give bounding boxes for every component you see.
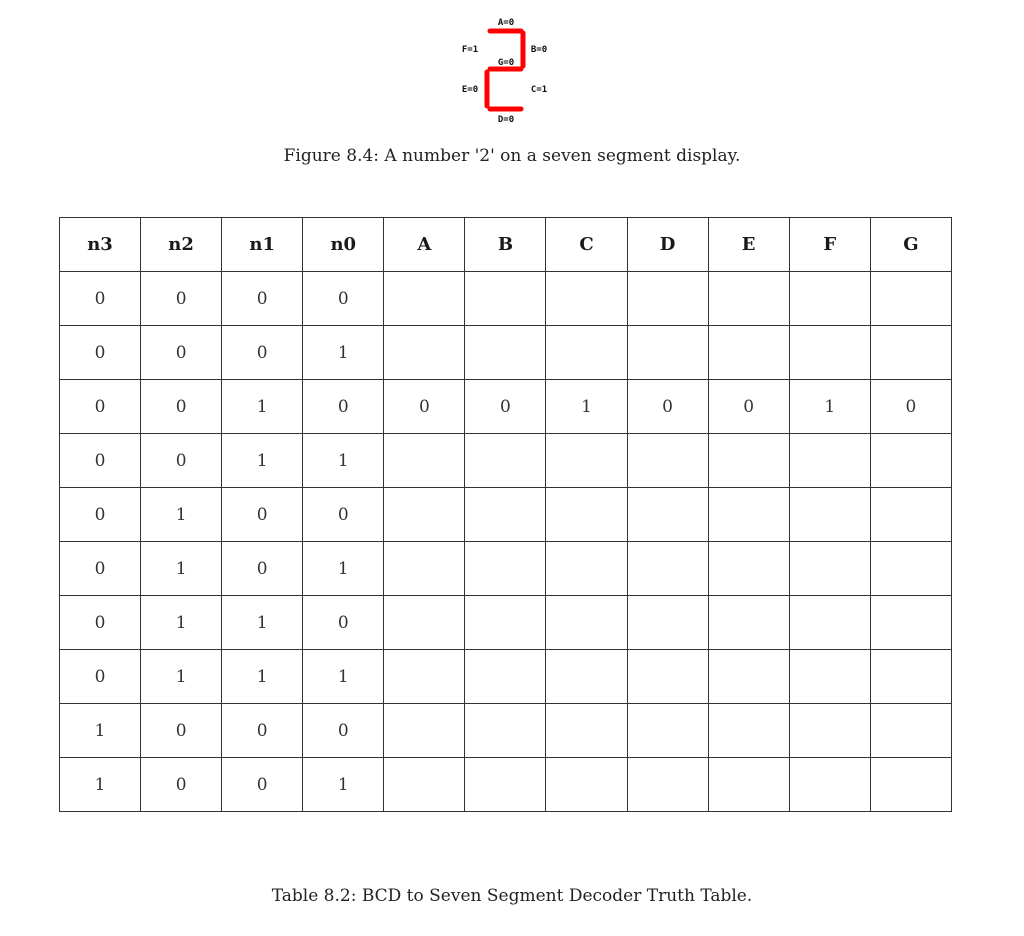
table-row xyxy=(60,596,952,650)
table-cell: 0 xyxy=(60,596,141,650)
column-header-n0: n0 xyxy=(303,218,384,272)
table-cell: 1 xyxy=(303,542,384,596)
table-cell xyxy=(789,596,870,650)
table-cell xyxy=(870,326,951,380)
table-cell xyxy=(627,650,708,704)
segment-f-label: F=1 xyxy=(461,45,479,55)
table-caption: Table 8.2: BCD to Seven Segment Decoder Truth Table. xyxy=(271,886,753,906)
table-cell xyxy=(384,758,465,812)
table-cell xyxy=(708,326,789,380)
table-cell: 0 xyxy=(60,434,141,488)
table-row xyxy=(60,380,952,434)
table-cell: 0 xyxy=(60,272,141,326)
table-cell xyxy=(627,596,708,650)
table-cell xyxy=(546,596,627,650)
table-cell xyxy=(465,434,546,488)
table-cell xyxy=(465,758,546,812)
table-cell: 1 xyxy=(60,758,141,812)
table-cell xyxy=(546,434,627,488)
table-header-row xyxy=(60,218,952,272)
table-row xyxy=(60,272,952,326)
table-body xyxy=(60,272,952,812)
table-cell: 1 xyxy=(303,434,384,488)
table-cell xyxy=(789,488,870,542)
table-cell: 1 xyxy=(546,380,627,434)
table-cell: 1 xyxy=(303,650,384,704)
table-row xyxy=(60,704,952,758)
table-cell xyxy=(870,596,951,650)
table-cell: 0 xyxy=(60,650,141,704)
table-cell: 0 xyxy=(384,380,465,434)
table-cell xyxy=(627,542,708,596)
table-cell xyxy=(870,650,951,704)
segment-g-label: G=0 xyxy=(497,58,515,68)
table-cell: 1 xyxy=(222,434,303,488)
table-cell xyxy=(465,272,546,326)
table-cell xyxy=(708,542,789,596)
table-cell: 0 xyxy=(141,326,222,380)
table-cell xyxy=(789,272,870,326)
table-cell xyxy=(546,272,627,326)
table-cell: 0 xyxy=(141,758,222,812)
table-cell xyxy=(708,704,789,758)
table-cell xyxy=(465,650,546,704)
table-row xyxy=(60,650,952,704)
table-cell xyxy=(870,434,951,488)
table-cell xyxy=(789,434,870,488)
table-cell: 1 xyxy=(141,488,222,542)
column-header-n2: n2 xyxy=(141,218,222,272)
table-cell: 0 xyxy=(222,326,303,380)
table-cell: 0 xyxy=(303,272,384,326)
table-cell: 0 xyxy=(303,380,384,434)
table-cell xyxy=(789,326,870,380)
table-cell xyxy=(627,704,708,758)
table-cell xyxy=(384,488,465,542)
table-cell: 1 xyxy=(141,596,222,650)
table-cell: 0 xyxy=(708,380,789,434)
table-cell: 0 xyxy=(627,380,708,434)
table-cell: 1 xyxy=(222,596,303,650)
truth-table xyxy=(59,217,952,812)
table-cell xyxy=(708,758,789,812)
column-header-n1: n1 xyxy=(222,218,303,272)
table-cell: 0 xyxy=(303,596,384,650)
table-cell: 0 xyxy=(141,704,222,758)
table-cell: 0 xyxy=(303,488,384,542)
table-cell xyxy=(465,542,546,596)
segment-c-label: C=1 xyxy=(530,85,548,95)
table-cell: 0 xyxy=(141,434,222,488)
table-cell: 0 xyxy=(222,272,303,326)
seven-segment-display xyxy=(0,0,1024,140)
column-header-b: B xyxy=(465,218,546,272)
table-row xyxy=(60,326,952,380)
table-cell xyxy=(384,434,465,488)
table-row xyxy=(60,758,952,812)
table-cell: 1 xyxy=(141,542,222,596)
column-header-e: E xyxy=(708,218,789,272)
segment-e-label: E=0 xyxy=(461,85,479,95)
table-cell xyxy=(546,488,627,542)
table-cell xyxy=(384,704,465,758)
segment-d-label: D=0 xyxy=(497,115,515,125)
table-cell: 0 xyxy=(60,542,141,596)
table-cell: 1 xyxy=(222,380,303,434)
table-cell xyxy=(627,272,708,326)
table-cell: 0 xyxy=(141,380,222,434)
table-cell: 0 xyxy=(870,380,951,434)
table-cell: 0 xyxy=(222,488,303,542)
table-cell: 0 xyxy=(141,272,222,326)
table-cell: 0 xyxy=(222,704,303,758)
table-cell xyxy=(708,434,789,488)
column-header-d: D xyxy=(627,218,708,272)
segment-b-label: B=0 xyxy=(530,45,548,55)
table-cell: 0 xyxy=(222,758,303,812)
table-cell xyxy=(465,326,546,380)
table-cell xyxy=(384,326,465,380)
table-cell xyxy=(465,596,546,650)
table-cell: 1 xyxy=(222,650,303,704)
table-cell xyxy=(708,596,789,650)
table-cell xyxy=(789,758,870,812)
table-cell xyxy=(870,488,951,542)
table-cell xyxy=(384,272,465,326)
table-cell xyxy=(870,758,951,812)
table-cell xyxy=(708,272,789,326)
table-cell xyxy=(384,542,465,596)
table-cell xyxy=(384,650,465,704)
table-cell xyxy=(789,704,870,758)
table-cell xyxy=(546,704,627,758)
table-cell xyxy=(870,272,951,326)
seven-segment-figure xyxy=(0,0,1024,140)
table-cell: 0 xyxy=(465,380,546,434)
table-cell xyxy=(546,758,627,812)
table-row xyxy=(60,434,952,488)
figure-caption: Figure 8.4: A number '2' on a seven segment display. xyxy=(283,146,741,166)
table-cell: 0 xyxy=(222,542,303,596)
table-cell xyxy=(870,542,951,596)
table-cell xyxy=(384,596,465,650)
table-cell: 0 xyxy=(60,380,141,434)
table-cell: 1 xyxy=(303,758,384,812)
table-cell: 1 xyxy=(141,650,222,704)
table-row xyxy=(60,542,952,596)
table-cell xyxy=(708,488,789,542)
table-cell xyxy=(546,542,627,596)
table-cell: 1 xyxy=(303,326,384,380)
table-cell xyxy=(627,434,708,488)
table-row xyxy=(60,488,952,542)
column-header-g: G xyxy=(870,218,951,272)
table-cell xyxy=(870,704,951,758)
table-cell xyxy=(546,650,627,704)
table-cell xyxy=(789,542,870,596)
table-cell: 0 xyxy=(60,326,141,380)
table-cell: 1 xyxy=(60,704,141,758)
table-cell xyxy=(465,488,546,542)
table-cell xyxy=(627,488,708,542)
table-cell xyxy=(627,326,708,380)
table-cell xyxy=(708,650,789,704)
column-header-n3: n3 xyxy=(60,218,141,272)
table-cell: 1 xyxy=(789,380,870,434)
table-cell xyxy=(465,704,546,758)
table-cell xyxy=(627,758,708,812)
column-header-f: F xyxy=(789,218,870,272)
table-cell xyxy=(789,650,870,704)
column-header-a: A xyxy=(384,218,465,272)
column-header-c: C xyxy=(546,218,627,272)
segment-a-label: A=0 xyxy=(497,18,515,28)
table-cell xyxy=(546,326,627,380)
table-cell: 0 xyxy=(303,704,384,758)
table-cell: 0 xyxy=(60,488,141,542)
